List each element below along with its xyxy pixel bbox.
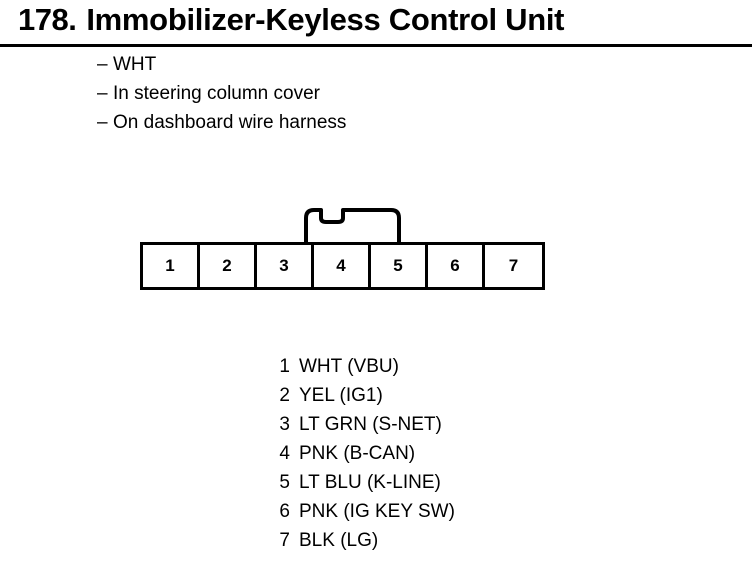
page-title [18, 2, 564, 38]
pin-cell: 5 [371, 245, 428, 287]
pin-cell: 7 [508, 256, 519, 275]
dash-marker: – [97, 83, 108, 104]
notes-list [97, 50, 346, 137]
title-divider [0, 44, 752, 47]
note-item [97, 50, 346, 79]
note-item [97, 108, 346, 137]
legend-pin-desc: PNK (IG KEY SW) [299, 501, 455, 522]
legend-pin-desc: LT GRN (S-NET) [299, 414, 442, 435]
note-text: In steering column cover [113, 83, 320, 104]
legend-pin-desc: YEL (IG1) [299, 385, 383, 406]
note-item [97, 79, 346, 108]
legend-pin-number: 3 [279, 414, 290, 435]
legend-item [272, 410, 455, 439]
legend-item [272, 352, 455, 381]
legend-pin-number: 2 [279, 385, 290, 406]
legend-pin-number: 7 [279, 530, 290, 551]
legend-pin-desc: LT BLU (K-LINE) [299, 472, 441, 493]
pin-strip [140, 242, 545, 290]
legend-item [272, 439, 455, 468]
legend-pin-number: 6 [279, 501, 290, 522]
note-text: On dashboard wire harness [113, 112, 347, 133]
legend-pin-desc: WHT (VBU) [299, 356, 399, 377]
legend-item [272, 497, 455, 526]
legend-pin-number: 1 [279, 356, 290, 377]
legend-item [272, 526, 455, 555]
note-text: WHT [113, 54, 157, 75]
legend-pin-desc: BLK (LG) [299, 530, 379, 551]
section-title: Immobilizer-Keyless Control Unit [86, 2, 565, 37]
pin-cell: 2 [200, 245, 257, 287]
pin-cell: 1 [143, 245, 200, 287]
legend-pin-number: 5 [279, 472, 290, 493]
section-number: 178. [18, 2, 77, 37]
pin-legend [272, 352, 455, 555]
connector-diagram [138, 196, 558, 296]
pin-cell: 6 [428, 245, 485, 287]
legend-pin-number: 4 [279, 443, 290, 464]
dash-marker: – [97, 54, 108, 75]
legend-item [272, 468, 455, 497]
pin-cell: 4 [314, 245, 371, 287]
legend-pin-desc: PNK (B-CAN) [299, 443, 416, 464]
legend-item [272, 381, 455, 410]
pin-cell: 3 [257, 245, 314, 287]
dash-marker: – [97, 112, 108, 133]
